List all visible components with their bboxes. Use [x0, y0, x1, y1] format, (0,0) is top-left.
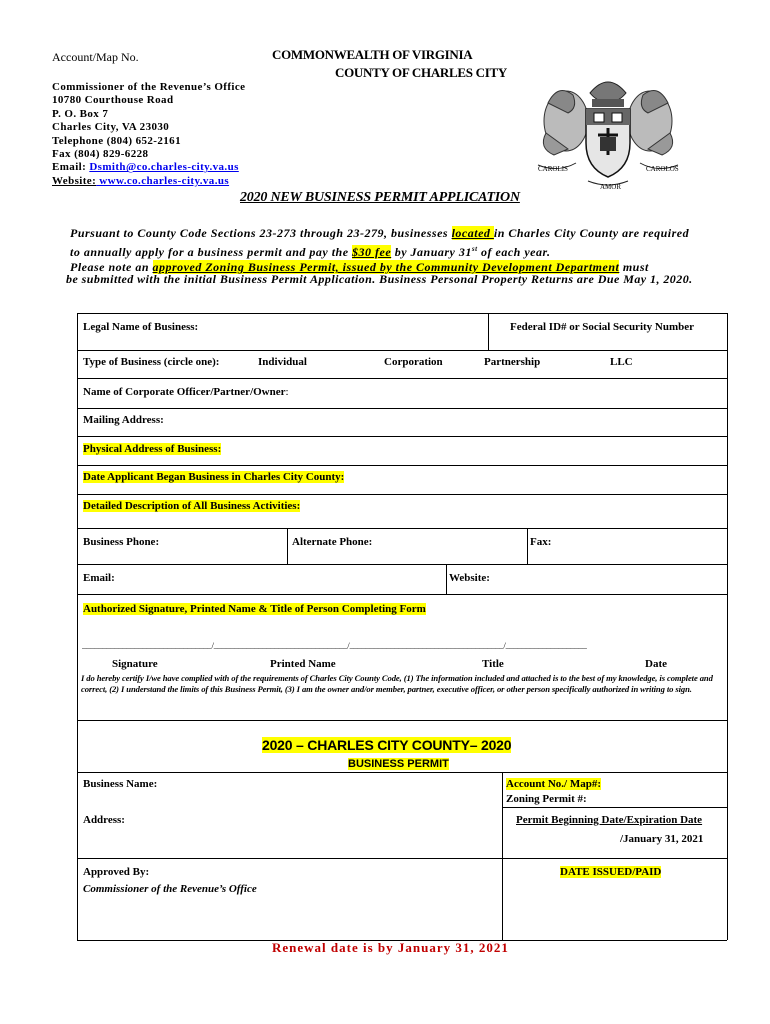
- title-caption: Title: [482, 658, 504, 670]
- type-corporation-option[interactable]: Corporation: [384, 356, 443, 368]
- account-map-label: Account/Map No.: [52, 50, 139, 64]
- address-line-2: P. O. Box 7: [52, 107, 109, 120]
- fax-label: Fax:: [530, 536, 552, 548]
- printed-name-caption: Printed Name: [270, 658, 336, 670]
- email-line: Email: Dsmith@co.charles-city.va.us: [52, 161, 239, 174]
- officer-label: Name of Corporate Officer/Partner/Owner:: [83, 386, 289, 398]
- physical-address-label: Physical Address of Business:: [83, 443, 222, 455]
- business-phone-label: Business Phone:: [83, 536, 160, 548]
- zoning-permit-label: Zoning Permit #:: [506, 793, 587, 805]
- email-link[interactable]: Dsmith@co.charles-city.va.us: [89, 161, 239, 174]
- seal-motto-bottom: AMOR: [600, 183, 622, 191]
- seal-motto-left: CAROLIS: [538, 165, 568, 173]
- description-label: Detailed Description of All Business Activities:: [83, 500, 301, 512]
- fax: Fax (804) 829-6228: [52, 148, 149, 161]
- address-line-1: 10780 Courthouse Road: [52, 94, 174, 107]
- website-label: Website:: [449, 572, 490, 584]
- county-title: COUNTY OF CHARLES CITY: [335, 65, 507, 80]
- date-began-label: Date Applicant Began Business in Charles City County:: [83, 471, 345, 483]
- alternate-phone-label: Alternate Phone:: [292, 536, 373, 548]
- website-line: Website: www.co.charles-city.va.us: [52, 174, 230, 187]
- type-partnership-option[interactable]: Partnership: [484, 356, 541, 368]
- permit-dates-label: Permit Beginning Date/Expiration Date: [516, 814, 703, 826]
- address-line-3: Charles City, VA 23030: [52, 121, 170, 134]
- legal-name-label: Legal Name of Business:: [83, 321, 199, 333]
- business-type-label: Type of Business (circle one):: [83, 356, 220, 368]
- office-name: Commissioner of the Revenue’s Office: [52, 81, 246, 93]
- signature-caption: Signature: [112, 658, 158, 670]
- permit-subheading: BUSINESS PERMIT: [348, 758, 449, 770]
- seal-motto-right: CAROLOS: [646, 165, 679, 173]
- date-caption: Date: [645, 658, 667, 670]
- signature-lines[interactable]: ________________________________/_________________________________/______________________________________/____________________: [82, 640, 587, 650]
- renewal-notice: Renewal date is by January 31, 2021: [272, 940, 509, 955]
- permit-address-label: Address:: [83, 814, 125, 826]
- approved-by-label: Approved By:: [83, 866, 150, 878]
- permit-business-name-label: Business Name:: [83, 778, 158, 790]
- mailing-address-label: Mailing Address:: [83, 414, 164, 426]
- type-individual-option[interactable]: Individual: [258, 356, 307, 368]
- certification-statement: I do hereby certify I/we have complied with of the requirements of Charles City County Code, (1) The information included and attached is to the best of my knowledge, is complete and correct, (2) I understand the limits of this Business Permit, (3) I am the owner and/or member, partner, executive officer, or other person specifically authorized in writing to sign.: [81, 673, 713, 695]
- office-address-block: [52, 81, 245, 188]
- date-issued-label: DATE ISSUED/PAID: [560, 866, 662, 878]
- commonwealth-title: COMMONWEALTH OF VIRGINIA: [272, 47, 473, 62]
- county-seal-icon: [528, 73, 688, 193]
- email-label: Email:: [83, 572, 115, 584]
- federal-id-label: Federal ID# or Social Security Number: [510, 321, 695, 333]
- website-link[interactable]: www.co.charles-city.va.us: [96, 174, 230, 187]
- intro-note: be submitted with the initial Business Permit Application. Business Personal Property Returns are Due May 1, 2020.: [66, 272, 693, 286]
- permit-expiration-date: /January 31, 2021: [620, 833, 704, 845]
- intro-paragraph: Pursuant to County Code Sections 23-273 through 23-279, businesses located in Charles City County are required to annually apply for a business permit and pay the $30 fee by January 31st of each year. Please note an approved Zoning Business Permit, issued by the Community Development Department must: [70, 226, 690, 274]
- permit-account-no-label: Account No./ Map#:: [506, 778, 602, 790]
- application-title: 2020 NEW BUSINESS PERMIT APPLICATION: [240, 190, 520, 205]
- commissioner-caption: Commissioner of the Revenue’s Office: [83, 883, 257, 895]
- type-llc-option[interactable]: LLC: [610, 356, 633, 368]
- authorized-signature-label: Authorized Signature, Printed Name & Title of Person Completing Form: [83, 603, 426, 615]
- permit-heading: 2020 – CHARLES CITY COUNTY– 2020: [262, 737, 512, 753]
- telephone: Telephone (804) 652-2161: [52, 134, 181, 147]
